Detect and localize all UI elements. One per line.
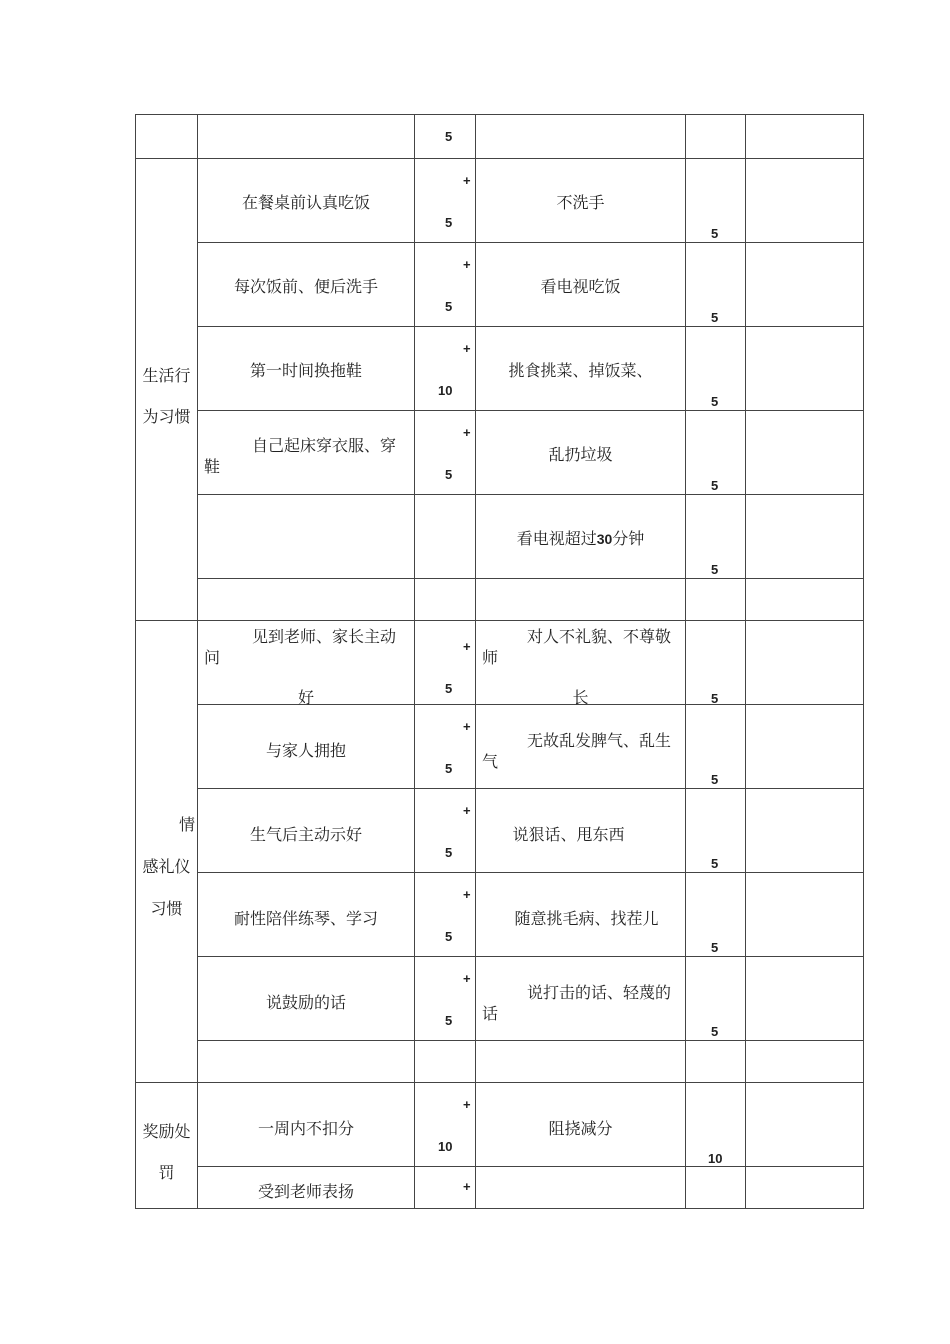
table-row bbox=[136, 1041, 864, 1083]
plus-sign: + bbox=[463, 887, 471, 902]
good-behavior: 耐性陪伴练琴、学习 bbox=[233, 909, 378, 928]
deduct-score: 5 bbox=[711, 562, 719, 577]
good-behavior: 见到老师、家长主动 bbox=[251, 627, 396, 646]
bad-behavior: 随意挑毛病、找茬儿 bbox=[514, 909, 659, 928]
bad-behavior: 说狠话、甩东西 bbox=[512, 825, 625, 844]
add-score: 10 bbox=[438, 1139, 453, 1154]
good-behavior: 每次饭前、便后洗手 bbox=[233, 277, 378, 296]
table-row bbox=[136, 621, 864, 705]
plus-sign: + bbox=[463, 173, 471, 188]
category-life-habits: 生活行 为习惯 bbox=[136, 159, 198, 621]
plus-sign: + bbox=[463, 1097, 471, 1112]
good-behavior: 自己起床穿衣服、穿 bbox=[251, 436, 396, 455]
plus-sign: + bbox=[463, 341, 471, 356]
bad-behavior: 阻挠减分 bbox=[548, 1119, 613, 1138]
deduct-score: 5 bbox=[711, 226, 719, 241]
bad-behavior: 不洗手 bbox=[556, 193, 605, 212]
table-row bbox=[136, 789, 864, 873]
behavior-score-table bbox=[135, 114, 864, 1209]
good-behavior: 第一时间换拖鞋 bbox=[249, 361, 362, 380]
good-behavior: 生气后主动示好 bbox=[249, 825, 362, 844]
deduct-score: 5 bbox=[711, 691, 719, 706]
table-row bbox=[136, 159, 864, 243]
plus-sign: + bbox=[463, 803, 471, 818]
table-row bbox=[136, 243, 864, 327]
deduct-score: 5 bbox=[711, 772, 719, 787]
add-score: 5 bbox=[445, 681, 453, 696]
bad-behavior: 看电视吃饭 bbox=[540, 277, 621, 296]
add-score: 5 bbox=[445, 845, 453, 860]
deduct-score: 5 bbox=[711, 1024, 719, 1039]
deduct-score: 5 bbox=[711, 856, 719, 871]
plus-sign: + bbox=[463, 971, 471, 986]
bad-behavior: 对人不礼貌、不尊敬 bbox=[526, 627, 671, 646]
bad-behavior: 看电视超过30分钟 bbox=[516, 529, 645, 548]
bad-behavior-wrap: 气 bbox=[482, 752, 499, 771]
good-behavior: 一周内不扣分 bbox=[257, 1119, 354, 1138]
add-score: 5 bbox=[445, 929, 453, 944]
bad-behavior: 说打击的话、轻蔑的 bbox=[526, 983, 671, 1002]
add-score: 5 bbox=[445, 761, 453, 776]
good-behavior: 受到老师表扬 bbox=[257, 1182, 354, 1201]
add-score: 5 bbox=[445, 299, 453, 314]
category-emotion-etiquette: 情 感礼仪 习惯 bbox=[136, 621, 198, 1083]
table-row bbox=[136, 115, 864, 159]
deduct-score: 5 bbox=[711, 478, 719, 493]
add-score: 5 bbox=[445, 129, 453, 144]
plus-sign: + bbox=[463, 425, 471, 440]
good-behavior: 在餐桌前认真吃饭 bbox=[241, 193, 370, 212]
table-row bbox=[136, 495, 864, 579]
table-row bbox=[136, 873, 864, 957]
add-score: 10 bbox=[438, 383, 453, 398]
bad-behavior-wrap: 师 bbox=[482, 648, 499, 667]
plus-sign: + bbox=[463, 257, 471, 272]
table-row bbox=[136, 1083, 864, 1167]
table-row bbox=[136, 327, 864, 411]
deduct-score: 5 bbox=[711, 394, 719, 409]
plus-sign: + bbox=[463, 719, 471, 734]
category-reward-penalty: 奖励处 罚 bbox=[136, 1083, 198, 1209]
good-behavior: 说鼓励的话 bbox=[265, 993, 346, 1012]
good-behavior: 与家人拥抱 bbox=[265, 741, 346, 760]
table-row bbox=[136, 957, 864, 1041]
bad-behavior: 乱扔垃圾 bbox=[548, 445, 613, 464]
good-behavior-wrap: 好 bbox=[297, 688, 314, 707]
table-row bbox=[136, 1167, 864, 1209]
add-score: 5 bbox=[445, 215, 453, 230]
add-score: 5 bbox=[445, 1013, 453, 1028]
table-row bbox=[136, 705, 864, 789]
plus-sign: + bbox=[463, 1179, 471, 1194]
bad-behavior-wrap: 长 bbox=[572, 688, 589, 707]
deduct-score: 5 bbox=[711, 310, 719, 325]
add-score: 5 bbox=[445, 467, 453, 482]
table-row bbox=[136, 411, 864, 495]
deduct-score: 10 bbox=[708, 1151, 723, 1166]
good-behavior-wrap: 问 bbox=[204, 648, 221, 667]
bad-behavior: 无故乱发脾气、乱生 bbox=[526, 731, 671, 750]
table-row bbox=[136, 579, 864, 621]
bad-behavior: 挑食挑菜、掉饭菜、 bbox=[508, 361, 653, 380]
plus-sign: + bbox=[463, 639, 471, 654]
bad-behavior-wrap: 话 bbox=[482, 1004, 499, 1023]
good-behavior-wrap: 鞋 bbox=[204, 457, 221, 476]
deduct-score: 5 bbox=[711, 940, 719, 955]
